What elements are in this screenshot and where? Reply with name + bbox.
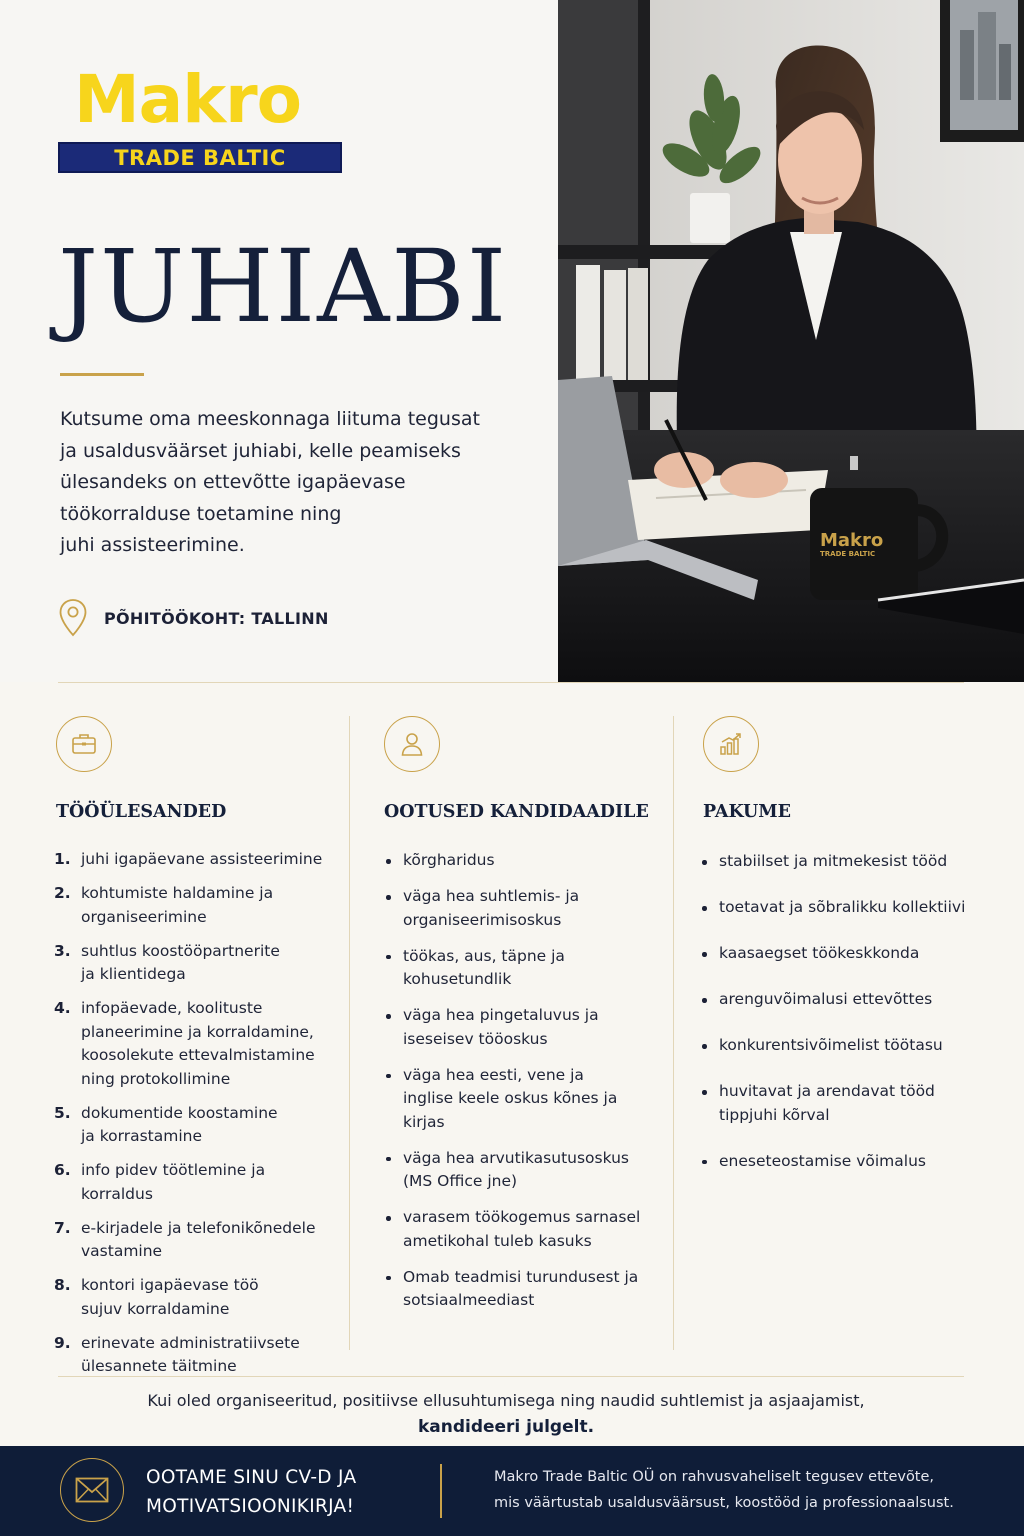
logo-wordmark: Makro	[74, 61, 301, 138]
mug-brand-text: Makro	[820, 530, 884, 551]
tasks-heading: TÖÖÜLESANDED	[56, 802, 227, 822]
section-divider-bottom	[58, 1376, 964, 1377]
list-item: huvitavat ja arendavat tööd tippjuhi kõrval	[700, 1080, 970, 1127]
list-item: varasem töökogemus sarnasel ametikohal tuleb kasuks	[384, 1206, 654, 1253]
tasks-column	[56, 716, 227, 822]
page-title: JUHIABI	[58, 228, 509, 345]
cta-text: OOTAME SINU CV-D JA MOTIVATSIOONIKIRJA!	[146, 1467, 357, 1517]
hero-photo	[558, 0, 1024, 682]
title-underline	[60, 373, 144, 376]
list-item: töökas, aus, täpne ja kohusetundlik	[384, 945, 654, 992]
list-item: 1. juhi igapäevane assisteerimine	[54, 850, 323, 868]
list-item: 3. suhtlus koostööpartnerite ja klientidega	[54, 941, 280, 983]
list-item: eneseteostamise võimalus	[700, 1150, 970, 1174]
user-icon-circle	[384, 716, 440, 772]
list-item: konkurentsivõimelist töötasu	[700, 1034, 970, 1058]
location-label: PÕHITÖÖKOHT: TALLINN	[104, 608, 329, 628]
office-photo-illustration	[558, 0, 1024, 682]
briefcase-icon-circle	[56, 716, 112, 772]
list-item: väga hea pingetaluvus ja iseseisev tööoskus	[384, 1004, 654, 1051]
tasks-list	[54, 848, 334, 1389]
column-divider-2	[673, 716, 674, 1350]
growth-chart-icon-circle	[703, 716, 759, 772]
offer-heading: PAKUME	[703, 802, 792, 822]
user-icon	[398, 730, 426, 758]
list-item: stabiilset ja mitmekesist tööd	[700, 850, 970, 874]
growth-chart-icon	[717, 730, 745, 758]
list-item: 6. info pidev töötlemine ja korraldus	[54, 1161, 266, 1203]
hero-text-panel	[0, 0, 558, 682]
column-divider-1	[349, 716, 350, 1350]
map-pin-icon	[58, 598, 88, 638]
company-logo	[58, 62, 348, 173]
section-divider-top	[58, 682, 964, 683]
briefcase-icon	[70, 730, 98, 758]
list-item: 4. infopäevade, koolituste planeerimine ja korraldamine, koosolekute ettevalmistamine ning protokollimine	[54, 999, 315, 1088]
intro-paragraph: Kutsume oma meeskonnaga liituma tegusat ja usaldusväärset juhiabi, kelle peamiseks ülesandeks on ettevõtte igapäevase töökorralduse toetamine ning juhi assisteerimine.	[60, 408, 480, 556]
list-item: kõrgharidus	[384, 849, 654, 873]
list-item: väga hea eesti, vene ja inglise keele oskus kõnes ja kirjas	[384, 1064, 654, 1135]
list-item: väga hea arvutikasutusoskus (MS Office jne)	[384, 1147, 654, 1194]
envelope-icon	[75, 1477, 109, 1503]
closing-message	[0, 1388, 1012, 1440]
list-item: kaasaegset töökeskkonda	[700, 942, 970, 966]
list-item: 2. kohtumiste haldamine ja organiseerimine	[54, 884, 274, 926]
offer-list	[700, 850, 970, 1196]
footer-banner	[0, 1446, 1024, 1536]
list-item: arenguvõimalusi ettevõttes	[700, 988, 970, 1012]
envelope-icon-circle	[60, 1458, 124, 1522]
logo-subtitle: TRADE BALTIC	[58, 142, 342, 173]
list-item: toetavat ja sõbralikku kollektiivi	[700, 896, 970, 920]
list-item: 7. e-kirjadele ja telefonikõnedele vastamine	[54, 1218, 316, 1260]
closing-text: Kui oled organiseeritud, positiivse ellusuhtumisega ning naudid suhtlemist ja asjaajamist,	[147, 1391, 865, 1410]
list-item: 5. dokumentide koostamine ja korrastamine	[54, 1103, 278, 1145]
mug-subtitle-text: TRADE BALTIC	[820, 550, 876, 558]
list-item: 8. kontori igapäevase töö sujuv korraldamine	[54, 1276, 259, 1318]
footer-separator	[440, 1464, 442, 1518]
expectations-list	[384, 849, 654, 1325]
list-item: 9. erinevate administratiivsete ülesannete täitmine	[54, 1333, 300, 1375]
list-item: Omab teadmisi turundusest ja sotsiaalmeediast	[384, 1266, 654, 1313]
company-description: Makro Trade Baltic OÜ on rahvusvaheliselt tegusev ettevõte, mis väärtustab usaldusväärsust, koostööd ja professionaalsust.	[494, 1469, 954, 1511]
location-row	[58, 598, 329, 638]
closing-emphasis: kandideeri julgelt.	[417, 1417, 595, 1437]
list-item: väga hea suhtlemis- ja organiseerimisoskus	[384, 885, 654, 932]
expectations-column	[384, 716, 649, 822]
expectations-heading: OOTUSED KANDIDAADILE	[384, 802, 649, 822]
offer-column	[703, 716, 792, 822]
hero-section	[0, 0, 1024, 682]
